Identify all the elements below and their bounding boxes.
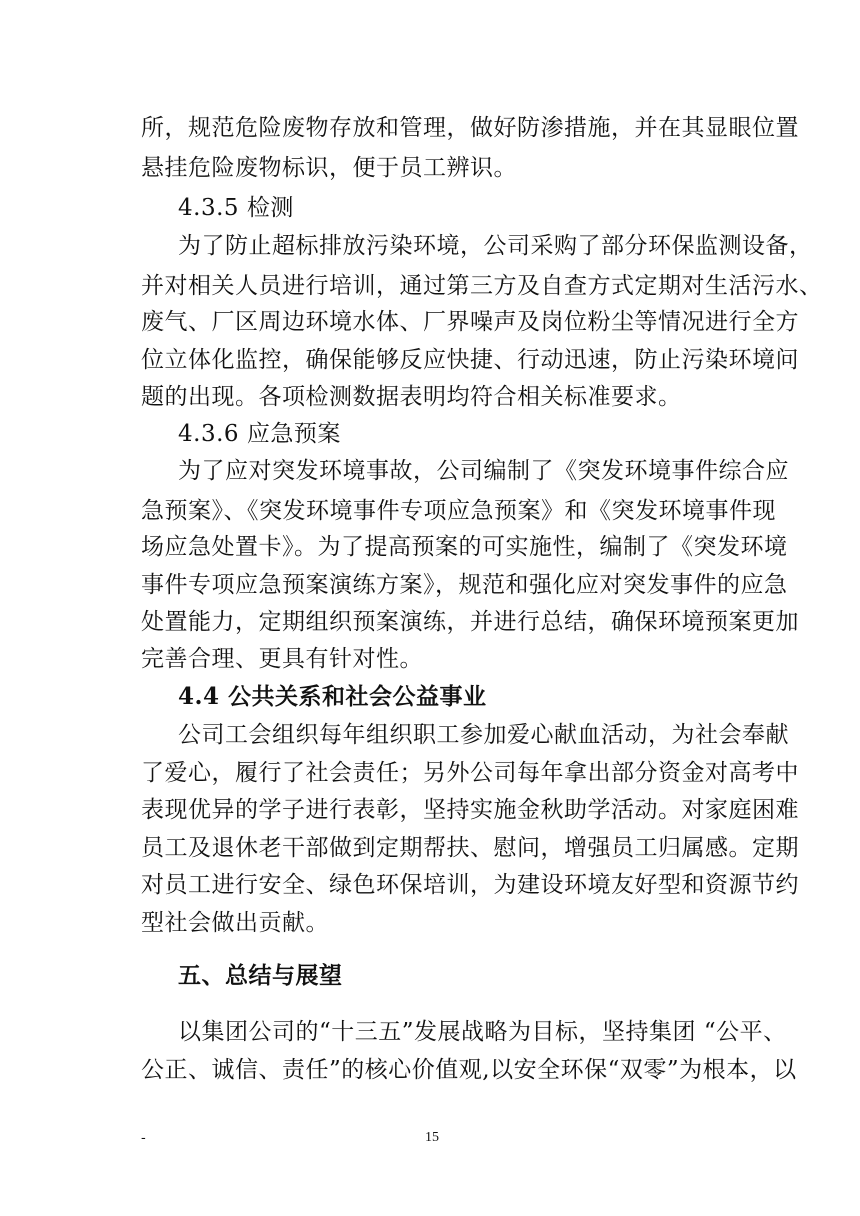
- paragraph-line: 表现优异的学子进行表彰，坚持实施金秋助学活动。对家庭困难: [141, 797, 799, 823]
- paragraph-line: 事件专项应急预案演练方案》，规范和强化应对突发事件的应急: [141, 572, 788, 598]
- chapter-heading: 五、总结与展望: [178, 962, 343, 989]
- paragraph-line: 以集团公司的“十三五”发展战略为目标，坚持集团 “公平、: [178, 1019, 787, 1045]
- paragraph-line: 公正、诚信、责任”的核心价值观,以安全环保“双零”为根本，以: [141, 1057, 797, 1083]
- paragraph-line: 题的出现。各项检测数据表明均符合相关标准要求。: [141, 384, 682, 410]
- section-heading: 4.4 公共关系和社会公益事业: [178, 683, 487, 710]
- paragraph-line: 急预案》、《突发环境事件专项应急预案》和《突发环境事件现: [141, 498, 776, 524]
- page-number: 15: [425, 1130, 439, 1145]
- paragraph-line: 了爱心，履行了社会责任；另外公司每年拿出部分资金对高考中: [141, 760, 799, 786]
- paragraph-line: 位立体化监控，确保能够反应快捷、行动迅速，防止污染环境问: [141, 347, 799, 373]
- subsection-heading: 4.3.5 检测: [178, 195, 294, 221]
- paragraph-line: 公司工会组织每年组织职工参加爱心献血活动，为社会奉献: [178, 722, 789, 748]
- footer-mark: -: [141, 1130, 146, 1146]
- paragraph-line: 对员工进行安全、绿色环保培训，为建设环境友好型和资源节约: [141, 872, 799, 898]
- subsection-heading: 4.3.6 应急预案: [178, 421, 341, 447]
- paragraph-line: 所，规范危险废物存放和管理，做好防渗措施，并在其显眼位置: [141, 115, 799, 141]
- paragraph-line: 型社会做出贡献。: [141, 910, 329, 936]
- paragraph-line: 完善合理、更具有针对性。: [141, 646, 423, 672]
- paragraph-line: 场应急处置卡》。为了提高预案的可实施性，编制了《突发环境: [141, 534, 788, 560]
- paragraph-line: 废气、厂区周边环境水体、厂界噪声及岗位粉尘等情况进行全方: [141, 309, 799, 335]
- paragraph-line: 处置能力，定期组织预案演练，并进行总结，确保环境预案更加: [141, 609, 799, 635]
- paragraph-line: 员工及退休老干部做到定期帮扶、慰问，增强员工归属感。定期: [141, 835, 799, 861]
- paragraph-line: 并对相关人员进行培训，通过第三方及自查方式定期对生活污水、: [141, 273, 823, 299]
- paragraph-line: 为了防止超标排放污染环境，公司采购了部分环保监测设备，: [178, 233, 813, 259]
- paragraph-line: 悬挂危险废物标识，便于员工辨识。: [141, 155, 517, 181]
- paragraph-line: 为了应对突发环境事故，公司编制了《突发环境事件综合应: [178, 458, 789, 484]
